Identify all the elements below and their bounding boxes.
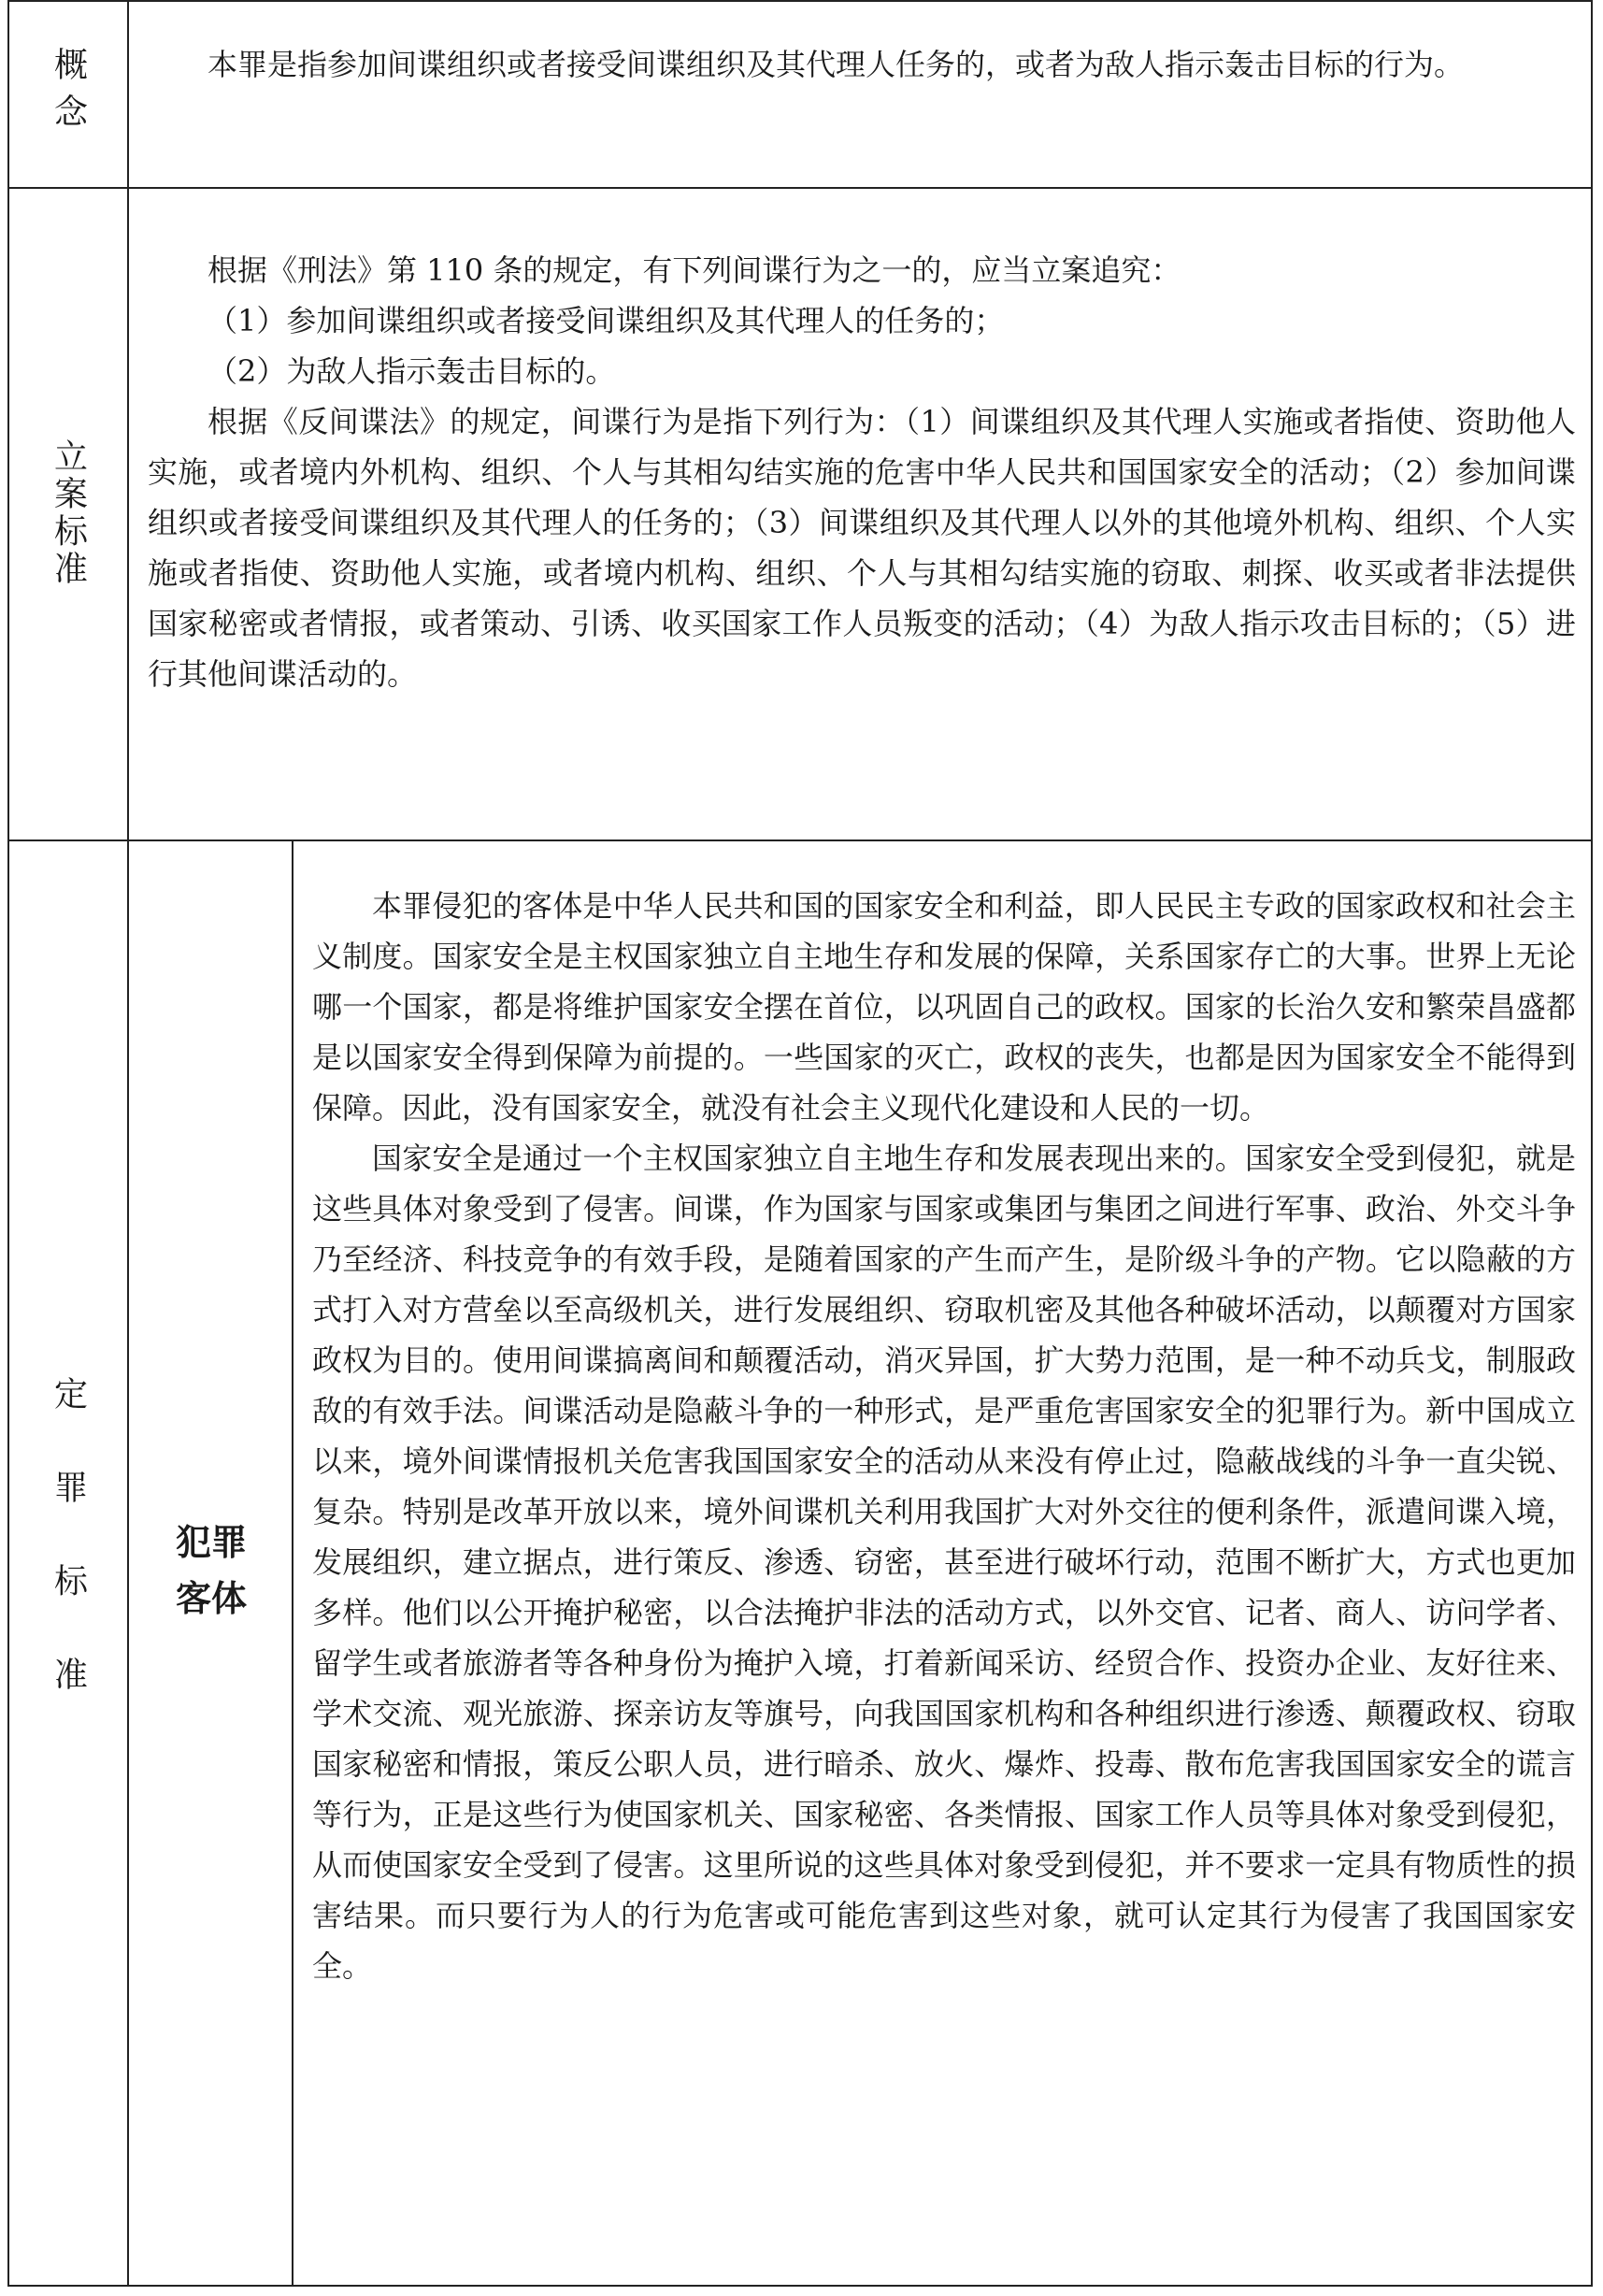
sub-label-column-divider <box>292 839 293 2287</box>
row-divider-filing <box>7 839 1593 841</box>
crime-object-content <box>312 881 1576 1991</box>
crime-object-paragraph: 国家安全是通过一个主权国家独立自主地生存和发展表现出来的。国家安全受到侵犯，就是这些具体对象受到了侵害。间谍，作为国家与国家或集团与集团之间进行军事、政治、外交斗争乃至经济、科技竞争的有效手段，是随着国家的产生而产生，是阶级斗争的产物。它以隐蔽的方式打入对方营垒以至高级机关，进行发展组织、窃取机密及其他各种破坏活动，以颠覆对方国家政权为目的。使用间谍搞离间和颠覆活动，消灭异国，扩大势力范围，是一种不动兵戈，制服政敌的有效手法。间谍活动是隐蔽斗争的一种形式，是严重危害国家安全的犯罪行为。新中国成立以来，境外间谍情报机关危害我国国家安全的活动从来没有停止过，隐蔽战线的斗争一直尖锐、复杂。特别是改革开放以来，境外间谍机关利用我国扩大对外交往的便利条件，派遣间谍入境，发展组织，建立据点，进行策反、渗透、窃密，甚至进行破坏行动，范围不断扩大，方式也更加多样。他们以公开掩护秘密，以合法掩护非法的活动方式，以外交官、记者、商人、访问学者、留学生或者旅游者等各种身份为掩护入境，打着新闻采访、经贸合作、投资办企业、友好往来、学术交流、观光旅游、探亲访友等旗号，向我国国家机构和各种组织进行渗透、颠覆政权、窃取国家秘密和情报，策反公职人员，进行暗杀、放火、爆炸、投毒、散布危害我国国家安全的谎言等行为，正是这些行为使国家机关、国家秘密、各类情报、国家工作人员等具体对象受到侵犯，从而使国家安全受到了侵害。这里所说的这些具体对象受到侵犯，并不要求一定具有物质性的损害结果。而只要行为人的行为危害或可能危害到这些对象，就可认定其行为侵害了我国国家安全。 <box>312 1141 1576 1984</box>
row-label-conviction-standard <box>9 839 127 2287</box>
label-column-divider <box>127 0 129 2287</box>
filing-item: （2）为敌人指示轰击目标的。 <box>208 353 616 389</box>
row-label-filing-standard <box>9 187 127 839</box>
filing-paragraph: 根据《刑法》第 110 条的规定，有下列间谍行为之一的，应当立案追究： <box>208 252 1181 288</box>
crime-object-paragraph: 本罪侵犯的客体是中华人民共和国的国家安全和利益，即人民民主专政的国家政权和社会主义制度。国家安全是主权国家独立自主地生存和发展的保障，关系国家存亡的大事。世界上无论哪一个国家，都是将维护国家安全摆在首位，以巩固自己的政权。国家的长治久安和繁荣昌盛都是以国家安全得到保障为前提的。一些国家的灭亡，政权的丧失，也都是因为国家安全不能得到保障。因此，没有国家安全，就没有社会主义现代化建设和人民的一切。 <box>312 888 1576 1126</box>
filing-item: （1）参加间谍组织或者接受间谍组织及其代理人的任务的； <box>208 303 1005 338</box>
filing-standard-label: 立案标准 <box>49 438 88 588</box>
sub-label-line: 犯罪 <box>175 1522 247 1563</box>
concept-label: 概念 <box>49 47 88 140</box>
filing-standard-content <box>148 245 1576 699</box>
concept-content <box>148 39 1576 90</box>
row-divider-concept <box>7 187 1593 189</box>
concept-text: 本罪是指参加间谍组织或者接受间谍组织及其代理人任务的，或者为敌人指示轰击目标的行为。 <box>208 47 1465 82</box>
sub-label-line: 客体 <box>175 1578 247 1619</box>
filing-paragraph: 根据《反间谍法》的规定，间谍行为是指下列行为：（1）间谍组织及其代理人实施或者指使、资助他人实施，或者境内外机构、组织、个人与其相勾结实施的危害中华人民共和国国家安全的活动；（2）参加间谍组织或者接受间谍组织及其代理人的任务的；（3）间谍组织及其代理人以外的其他境外机构、组织、个人实施或者指使、资助他人实施，或者境内机构、组织、个人与其相勾结实施的窃取、刺探、收买或者非法提供国家秘密或者情报，或者策动、引诱、收买国家工作人员叛变的活动；（4）为敌人指示攻击目标的；（5）进行其他间谍活动的。 <box>148 404 1576 692</box>
sub-label-crime-object <box>131 1514 292 1627</box>
conviction-standard-label: 定罪标准 <box>49 1376 88 1750</box>
row-label-concept <box>9 0 127 187</box>
